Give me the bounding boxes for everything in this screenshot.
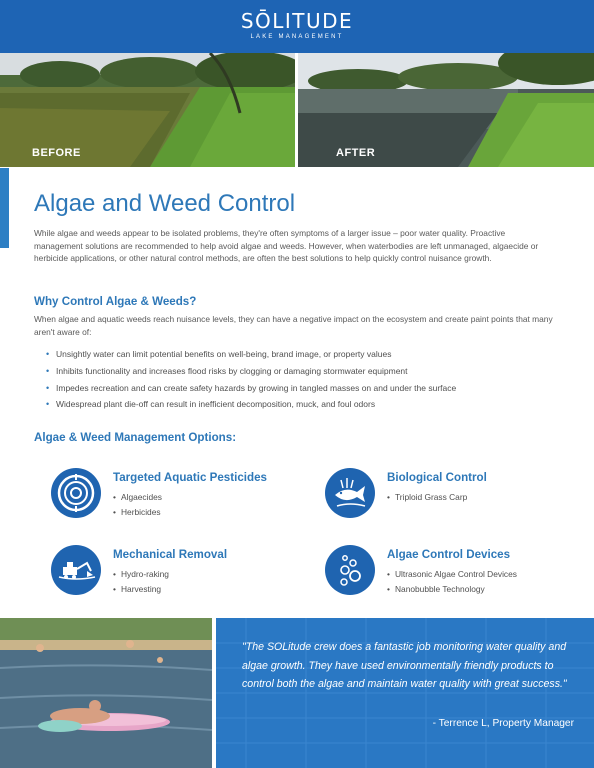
harvester-icon: [51, 545, 101, 595]
testimonial-quote: "The SOLitude crew does a fantastic job monitoring water quality and algae growth. They have used environmentally friendly products to control both the algae and maintain water quality with great success.": [242, 641, 567, 690]
options-heading: Algae & Weed Management Options:: [34, 431, 237, 444]
fish-icon: [325, 468, 375, 518]
after-label: AFTER: [336, 147, 376, 159]
option-title: Algae Control Devices: [387, 548, 511, 561]
list-item: • Harvesting: [113, 582, 313, 597]
bubbles-icon: [325, 545, 375, 595]
list-item: • Triploid Grass Carp: [387, 490, 587, 505]
list-item: • Algaecides: [113, 490, 313, 505]
list-item: • Ultrasonic Algae Control Devices: [387, 567, 587, 582]
list-item: • Inhibits functionality and increases flood risks by clogging or damaging stormwater equipment: [46, 363, 566, 380]
option-title: Mechanical Removal: [113, 548, 228, 561]
option-bullets: [113, 490, 313, 520]
target-icon: [51, 468, 101, 518]
list-item: • Impedes recreation and can create safety hazards by growing in tangled masses on and under the surface: [46, 380, 566, 397]
header-bar: [0, 0, 594, 53]
why-bullet-list: [46, 346, 566, 413]
before-after-photos: [0, 53, 594, 167]
logo-subtitle: LAKE MANAGEMENT: [250, 34, 344, 40]
before-label: BEFORE: [32, 147, 81, 159]
intro-paragraph: While algae and weeds appear to be isolated problems, they're often symptoms of a larger issue – poor water quality. Proactive management solutions are recommended to help avoid algae and weeds. However, when waterbodies are left unmanaged, algaecide or herbicide applications, or other natural control methods, are often the best solutions to help quickly control nuisance growth.: [34, 228, 539, 264]
option-bullets: [113, 567, 313, 597]
list-item: • Herbicides: [113, 505, 313, 520]
testimonial-author: - Terrence L, Property Manager: [432, 718, 574, 729]
list-item: • Hydro-raking: [113, 567, 313, 582]
list-item: • Unsightly water can limit potential benefits on well-being, brand image, or property values: [46, 346, 566, 363]
why-paragraph: When algae and aquatic weeds reach nuisance levels, they can have a negative impact on the ecosystem and create paint points that many aren't aware of:: [34, 314, 553, 337]
option-title: Targeted Aquatic Pesticides: [113, 471, 267, 484]
testimonial-box: [216, 618, 594, 768]
option-title: Biological Control: [387, 471, 487, 484]
accent-bar: [0, 168, 9, 248]
list-item: • Nanobubble Technology: [387, 582, 587, 597]
logo: [0, 10, 594, 42]
after-photo: [298, 53, 594, 167]
logo-brand: SŌLITUDE: [240, 9, 354, 33]
option-bullets: [387, 490, 587, 505]
list-item: • Widespread plant die-off can result in inefficient decomposition, muck, and foul odors: [46, 396, 566, 413]
before-photo: [0, 53, 295, 167]
option-bullets: [387, 567, 587, 597]
why-heading: Why Control Algae & Weeds?: [34, 295, 197, 308]
page-title: Algae and Weed Control: [34, 190, 296, 217]
lake-recreation-photo: [0, 618, 212, 768]
